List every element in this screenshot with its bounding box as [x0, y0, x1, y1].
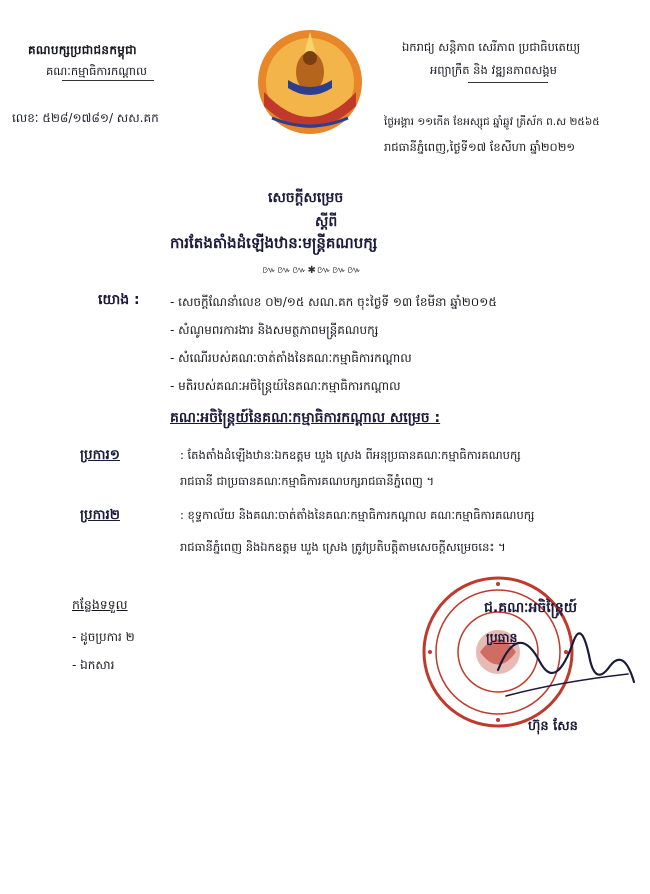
- recipient-item: - ឯកសារ: [72, 658, 115, 672]
- article-1-label: ប្រការ១: [80, 447, 120, 463]
- committee-name: គណៈកម្មាធិការកណ្ដាល: [46, 64, 147, 78]
- basis-item: - សំណើរបស់គណៈចាត់តាំងនៃគណៈកម្មាធិការកណ្ដាល: [170, 351, 412, 365]
- recipients-heading: កន្លែងទទួល: [72, 597, 128, 612]
- signatory-title: ជ.គណៈអចិន្ត្រៃយ៍: [484, 600, 578, 616]
- party-name: គណបក្សប្រជាជនកម្ពុជា: [28, 43, 137, 57]
- basis-item: - សេចក្ដីណែនាំលេខ ០២/១៥ សណ.គក ចុះថ្ងៃទី ១៣ ខែមីនា ឆ្នាំ២០១៥: [170, 295, 497, 309]
- document-subject: ការតែងតាំងដំឡើងឋានៈមន្ត្រីគណបក្ស: [170, 234, 378, 252]
- solar-date: រាជធានីភ្នំពេញ,ថ្ងៃទី១៧ ខែសីហា ឆ្នាំ២០២១: [384, 140, 576, 154]
- article-2-text-cont: រាជធានីភ្នំពេញ និងឯកឧត្តម ឃួង ស្រេង ត្រូវប្រតិបត្តិតាមសេចក្ដីសម្រេចនេះ ។: [180, 540, 506, 554]
- title-about: ស្ដីពី: [315, 214, 338, 230]
- article-2-label: ប្រការ២: [80, 507, 120, 523]
- basis-item: - មតិរបស់គណៈអចិន្ត្រៃយ៍នៃគណៈកម្មាធិការកណ្ដាល: [170, 379, 401, 393]
- handwritten-signature-icon: [478, 600, 638, 710]
- header-right-divider: [468, 82, 548, 83]
- title-ornament: ៚៚៚✱៚៚៚: [262, 265, 363, 276]
- header-left-divider: [62, 80, 154, 81]
- article-1-text: : តែងតាំងដំឡើងឋានៈឯកឧត្តម ឃួង ស្រេង ពីអនុប្រធានគណៈកម្មាធិការគណបក្ស: [180, 448, 521, 462]
- article-1-text-cont: រាជធានី ជាប្រធានគណៈកម្មាធិការគណបក្សរាជធានីភ្នំពេញ ។: [180, 474, 435, 488]
- decision-heading: គណៈអចិន្ត្រៃយ៍នៃគណៈកម្មាធិការកណ្ដាល សម្រេច :: [170, 410, 441, 426]
- basis-item: - សំណូមពរការងារ និងសមត្ថភាពមន្ត្រីគណបក្ស: [170, 323, 379, 337]
- signatory-role: ប្រធាន: [486, 630, 518, 645]
- party-emblem-icon: [254, 22, 366, 140]
- basis-label: យោង :: [98, 292, 140, 308]
- lunar-date: ថ្ងៃអង្គារ ១១កើត ខែអស្សុជ ឆ្នាំឆ្លូវ ត្រីស័ក ព.ស ២៥៦៥: [384, 116, 600, 128]
- document-title: សេចក្ដីសម្រេច: [268, 190, 344, 206]
- reference-number: លេខៈ ៥២៨/១៧៨១/ សស.គក: [12, 111, 159, 125]
- signatory-name: ហ៊ុន សែន: [528, 719, 578, 734]
- article-2-text: : ខុទ្ទកាល័យ និងគណៈចាត់តាំងនៃគណៈកម្មាធិការកណ្ដាល គណៈកម្មាធិការគណបក្ស: [180, 508, 535, 522]
- national-motto-line-2: អព្យាក្រឹត និង វឌ្ឍនភាពសង្គម: [430, 63, 557, 77]
- national-motto-line-1: ឯករាជ្យ សន្តិភាព សេរីភាព ប្រជាធិបតេយ្យ: [402, 40, 581, 54]
- recipient-item: - ដូចប្រការ ២: [72, 630, 135, 644]
